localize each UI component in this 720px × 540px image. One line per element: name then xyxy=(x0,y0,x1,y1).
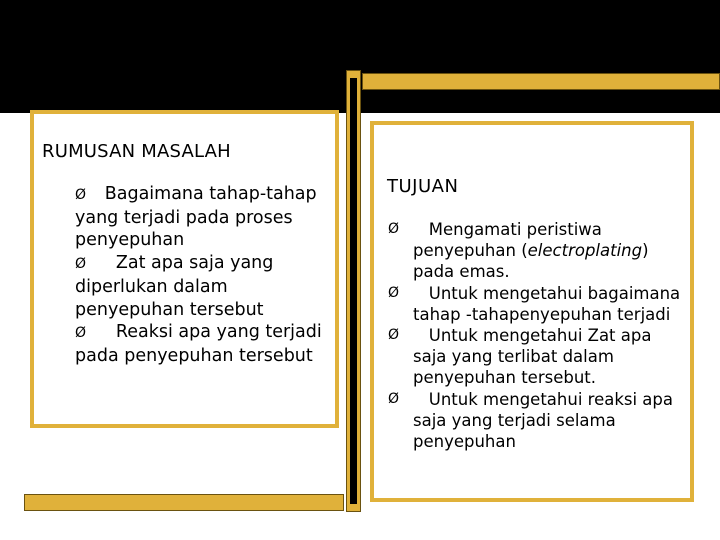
left-list-item: Bagaimana tahap-tahap yang terjadi pada proses penyepuhan xyxy=(75,184,317,251)
right-item-text-end: ) pada emas. xyxy=(413,241,649,282)
right-panel-list xyxy=(388,219,688,452)
right-list-item xyxy=(388,283,688,325)
bullet-arrow-icon: Ø xyxy=(388,284,400,301)
right-item-italic: electroplating xyxy=(527,241,643,261)
bullet-arrow-icon: Ø xyxy=(388,221,400,237)
right-panel-title: TUJUAN xyxy=(387,176,459,197)
right-list-item xyxy=(388,219,688,283)
right-item-text-start: Mengamati peristiwa penyepuhan ( xyxy=(413,220,602,261)
left-panel-title: RUMUSAN MASALAH xyxy=(42,141,231,162)
right-item-text: Untuk mengetahui Zat apa saja yang terlibat dalam penyepuhan tersebut. xyxy=(413,326,652,388)
bullet-arrow-icon: Ø xyxy=(75,325,87,342)
top-right-bar xyxy=(362,73,720,90)
right-list-item xyxy=(388,389,688,453)
left-list-item: Zat apa saja yang diperlukan dalam penyepuhan tersebut xyxy=(75,253,274,320)
divider-bar-inner xyxy=(350,78,357,504)
left-panel-list xyxy=(75,183,333,368)
left-list-item: Reaksi apa yang terjadi pada penyepuhan tersebut xyxy=(75,322,322,366)
right-list-item xyxy=(388,325,688,389)
bullet-arrow-icon: Ø xyxy=(388,327,400,344)
bullet-arrow-icon: Ø xyxy=(75,256,87,273)
bullet-arrow-icon: Ø xyxy=(75,187,87,203)
right-item-text: Untuk mengetahui reaksi apa saja yang terjadi selama penyepuhan xyxy=(413,389,674,452)
bottom-left-bar xyxy=(24,494,344,511)
bullet-arrow-icon: Ø xyxy=(388,390,400,407)
right-item-text: Untuk mengetahui bagaimana tahap -tahapenyepuhan terjadi xyxy=(413,283,681,324)
